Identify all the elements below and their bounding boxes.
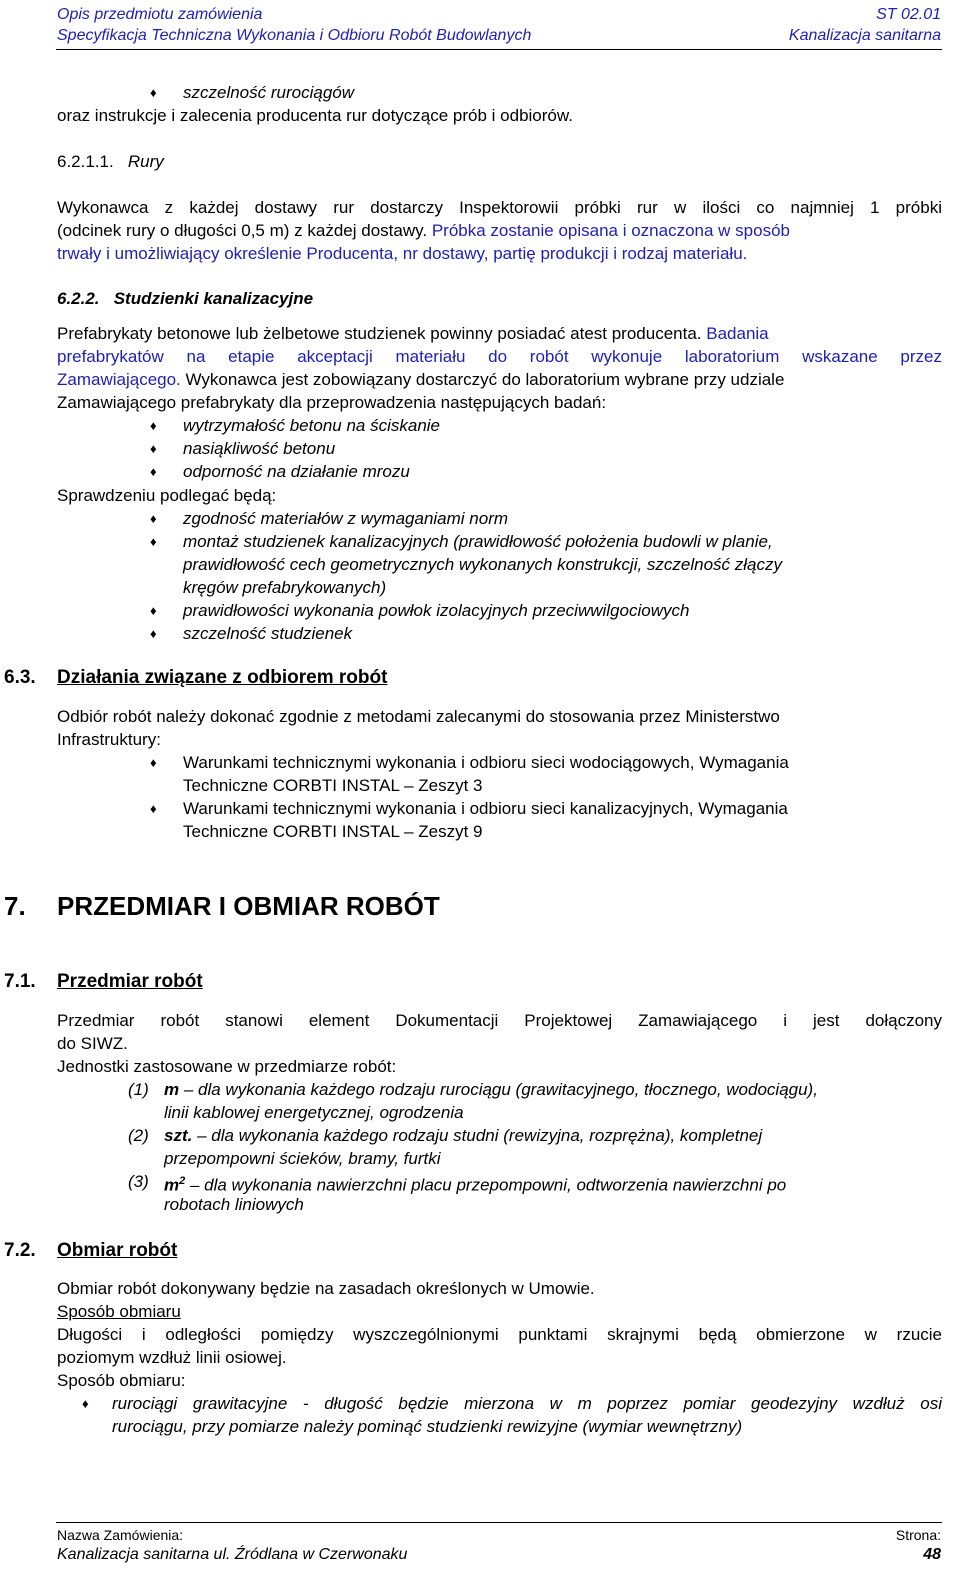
unit-symbol: m — [164, 1080, 180, 1099]
bullet-text: szczelność studzienek — [183, 624, 353, 643]
paragraph-segment: Prefabrykaty betonowe lub żelbetowe studzienek powinny posiadać atest producenta. — [57, 324, 702, 343]
unit-item-text — [164, 1124, 762, 1147]
bullet-icon: ♦ — [150, 464, 157, 479]
header-document-title: Opis przedmiotu zamówienia — [57, 6, 263, 23]
unit-superscript: 2 — [179, 1175, 186, 1187]
paragraph-line: poziomym wzdłuż linii osiowej. — [57, 1348, 287, 1367]
bullet-icon: ♦ — [150, 534, 157, 549]
paragraph-segment: Zamawiającego. — [57, 370, 181, 389]
bullet-icon: ♦ — [150, 418, 157, 433]
subsection-title: Rury — [127, 152, 164, 171]
unit-item-text: linii kablowej energetycznej, ogrodzenia — [164, 1103, 464, 1122]
paragraph-line: Zamawiającego prefabrykaty dla przeprowadzenia następujących badań: — [57, 393, 607, 412]
section-title: Działania związane z odbiorem robót — [57, 667, 388, 688]
section-number: 6.3. — [4, 667, 36, 688]
subsection-heading — [57, 287, 313, 310]
unit-item-text: robotach liniowych — [164, 1195, 304, 1214]
unit-item-text: przepompowni ścieków, bramy, furtki — [164, 1149, 441, 1168]
paragraph-subheading: Sposób obmiaru — [57, 1302, 181, 1321]
footer-order-name: Kanalizacja sanitarna ul. Źródlana w Czerwonaku — [57, 1546, 408, 1563]
paragraph-line: do SIWZ. — [57, 1034, 128, 1053]
header-specification-title: Specyfikacja Techniczna Wykonania i Odbioru Robót Budowlanych — [57, 27, 532, 44]
paragraph-line: Infrastruktury: — [57, 730, 161, 749]
section-title: Obmiar robót — [57, 1240, 178, 1261]
paragraph-segment: Próbka zostanie opisana i oznaczona w sposób — [431, 221, 790, 240]
bullet-text: Techniczne CORBTI INSTAL – Zeszyt 3 — [183, 776, 483, 795]
section-number: 7.1. — [4, 971, 36, 992]
header-section-name: Kanalizacja sanitarna — [788, 27, 941, 44]
unit-item-number: (3) — [128, 1172, 149, 1191]
subsection-title: Studzienki kanalizacyjne — [113, 289, 314, 308]
bullet-text: szczelność rurociągów — [183, 83, 355, 102]
subsection-heading — [57, 150, 164, 173]
bullet-text: nasiąkliwość betonu — [183, 439, 336, 458]
paragraph-segment: Wykonawca jest zobowiązany dostarczyć do laboratorium wybrane przy udziale — [185, 370, 785, 389]
unit-description: – dla wykonania każdego rodzaju studni (rewizyjna, rozprężna), kompletnej — [192, 1126, 763, 1145]
bullet-text: Warunkami technicznymi wykonania i odbioru sieci kanalizacyjnych, Wymagania — [183, 799, 788, 818]
paragraph-segment: (odcinek rury o długości 0,5 m) z każdej dostawy. — [57, 221, 428, 240]
paragraph-line — [57, 219, 790, 242]
footer-rule — [56, 1522, 942, 1523]
bullet-text: rurociągu, przy pomiarze należy pominąć studzienki rewizyjne (wymiar wewnętrzny) — [112, 1417, 743, 1436]
paragraph-segment: Badania — [706, 324, 769, 343]
paragraph-line: Odbiór robót należy dokonać zgodnie z metodami zalecanymi do stosowania przez Ministerstwo — [57, 707, 780, 726]
unit-description: – dla wykonania każdego rodzaju rurociągu (grawitacyjnego, tłocznego, wodociągu), — [179, 1080, 818, 1099]
paragraph-line: Obmiar robót dokonywany będzie na zasadach określonych w Umowie. — [57, 1279, 595, 1298]
bullet-text: Techniczne CORBTI INSTAL – Zeszyt 9 — [183, 822, 483, 841]
section-number: 7.2. — [4, 1240, 36, 1261]
bullet-icon: ♦ — [150, 603, 157, 618]
bullet-icon: ♦ — [82, 1396, 89, 1411]
bullet-text: prawidłowość cech geometrycznych wykonanych konstrukcji, szczelność złączy — [183, 555, 783, 574]
footer-label-order: Nazwa Zamówienia: — [57, 1527, 184, 1543]
paragraph-line — [57, 322, 769, 345]
bullet-icon: ♦ — [150, 626, 157, 641]
bullet-icon: ♦ — [150, 801, 157, 816]
paragraph-line: Sprawdzeniu podlegać będą: — [57, 486, 277, 505]
bullet-text: zgodność materiałów z wymaganiami norm — [183, 509, 509, 528]
subsection-number: 6.2.2. — [57, 289, 100, 308]
unit-item-number: (2) — [128, 1126, 149, 1145]
bullet-icon: ♦ — [150, 441, 157, 456]
chapter-number: 7. — [4, 891, 26, 921]
bullet-icon: ♦ — [150, 511, 157, 526]
header-rule — [56, 49, 942, 50]
paragraph-line: Przedmiar robót stanowi element Dokumentacji Projektowej Zamawiającego i jest dołączony — [57, 1011, 942, 1030]
bullet-text: prawidłowości wykonania powłok izolacyjnych przeciwwilgociowych — [183, 601, 690, 620]
header-doc-code: ST 02.01 — [876, 6, 941, 23]
unit-item-text — [164, 1078, 818, 1101]
bullet-text: montaż studzienek kanalizacyjnych (prawidłowość położenia budowli w planie, — [183, 532, 773, 551]
unit-symbol: m — [164, 1175, 180, 1195]
unit-symbol: szt. — [164, 1126, 193, 1145]
paragraph-line: Jednostki zastosowane w przedmiarze robót: — [57, 1057, 397, 1076]
paragraph-line: Sposób obmiaru: — [57, 1371, 186, 1390]
footer-label-page: Strona: — [895, 1527, 941, 1543]
bullet-text: rurociągi grawitacyjne - długość będzie mierzona w m poprzez pomiar geodezyjny wzdłuż osi — [112, 1394, 942, 1413]
subsection-number: 6.2.1.1. — [57, 152, 114, 171]
bullet-text: odporność na działanie mrozu — [183, 462, 410, 481]
paragraph-line: trwały i umożliwiający określenie Producenta, nr dostawy, partię produkcji i rodzaj materiału. — [57, 244, 748, 263]
bullet-text: Warunkami technicznymi wykonania i odbioru sieci wodociągowych, Wymagania — [183, 753, 789, 772]
section-title: Przedmiar robót — [57, 971, 203, 992]
paragraph-line — [57, 368, 784, 391]
bullet-icon: ♦ — [150, 85, 157, 100]
bullet-text: kręgów prefabrykowanych) — [183, 578, 387, 597]
paragraph-line: Długości i odległości pomiędzy wyszczególnionymi punktami skrajnymi będą obmierzone w rzucie — [57, 1325, 942, 1344]
paragraph-line: oraz instrukcje i zalecenia producenta rur dotyczące prób i odbiorów. — [57, 106, 573, 125]
bullet-text: wytrzymałość betonu na ściskanie — [183, 416, 441, 435]
chapter-title: PRZEDMIAR I OBMIAR ROBÓT — [57, 891, 440, 921]
unit-description: – dla wykonania nawierzchni placu przepompowni, odtworzenia nawierzchni po — [185, 1175, 787, 1195]
paragraph-line: prefabrykatów na etapie akceptacji materiału do robót wykonuje laboratorium wskazane przez — [57, 347, 942, 366]
footer-page-number: 48 — [923, 1546, 941, 1563]
paragraph-line: Wykonawca z każdej dostawy rur dostarczy Inspektorowii próbki rur w ilości co najmniej 1 próbki — [57, 198, 942, 217]
bullet-icon: ♦ — [150, 755, 157, 770]
unit-item-number: (1) — [128, 1080, 149, 1099]
